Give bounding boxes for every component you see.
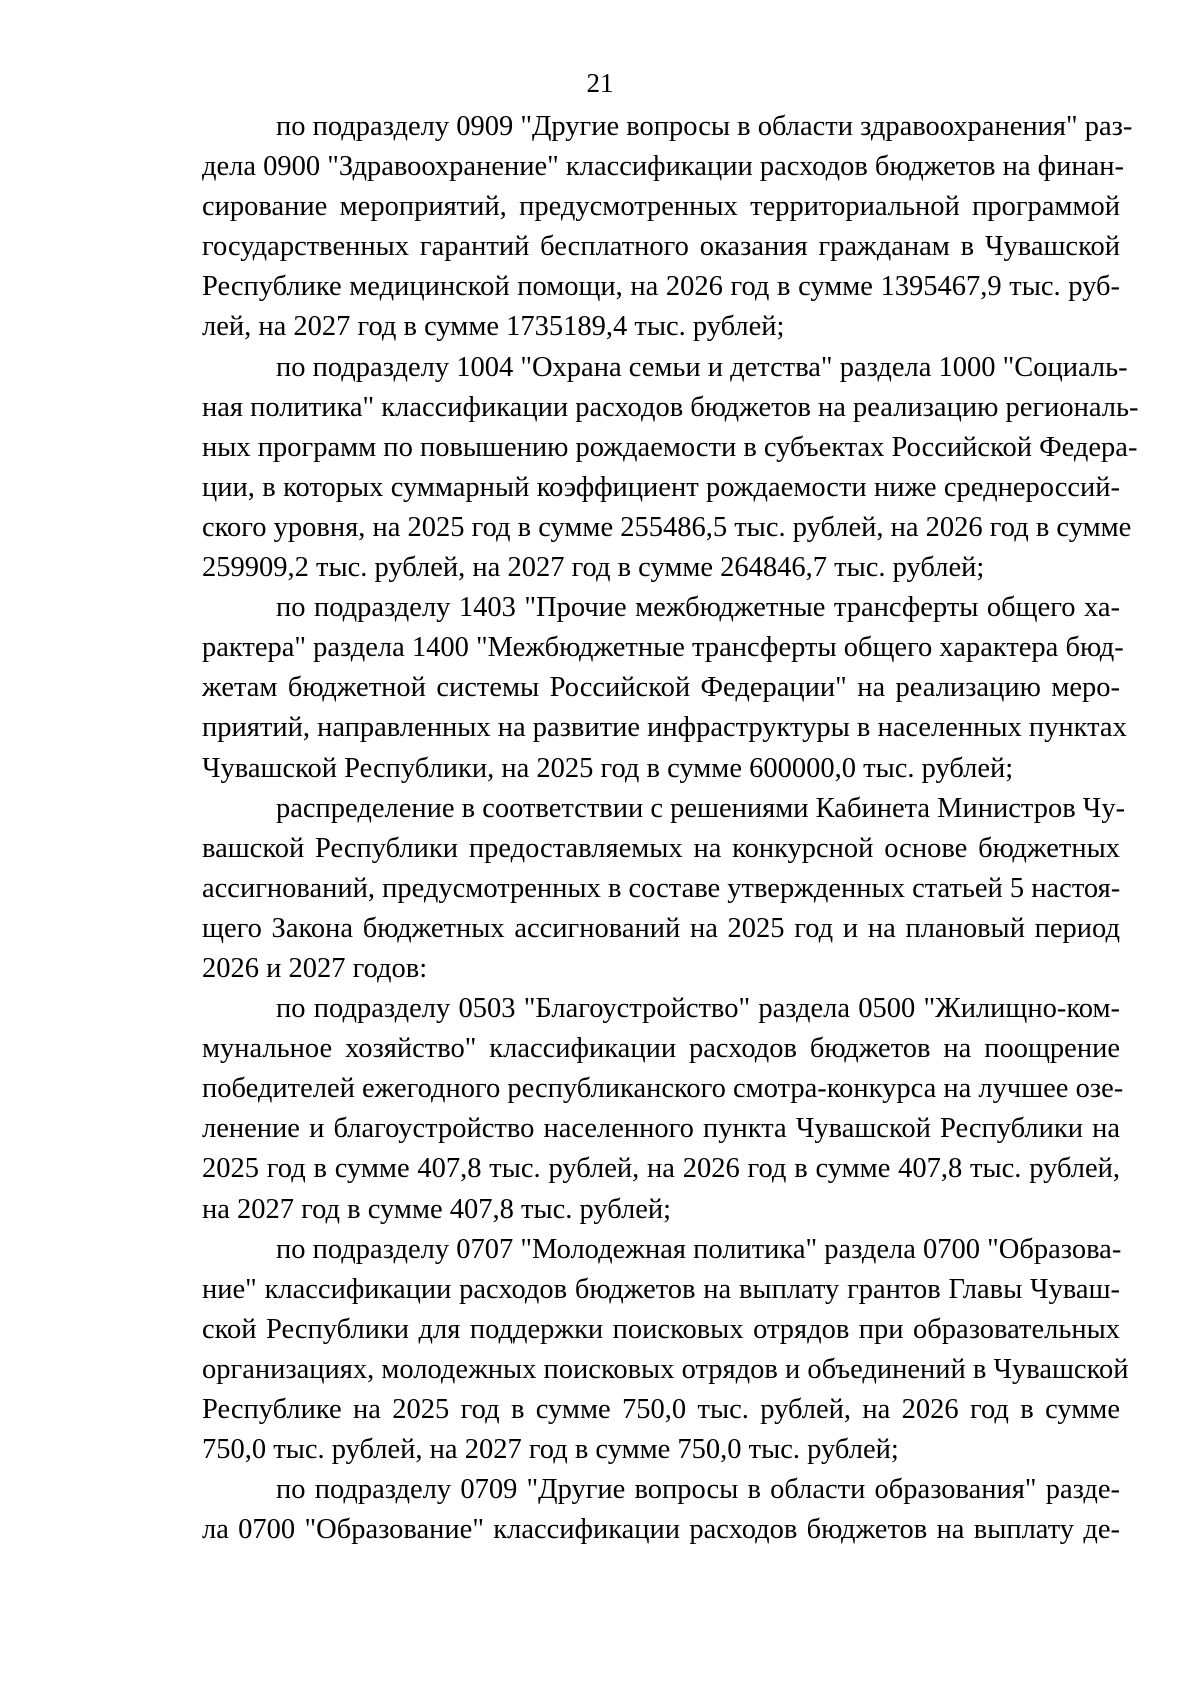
text-line: по подразделу 0707 "Молодежная политика" раздела 0700 "Образова- bbox=[276, 1233, 1122, 1265]
text-line: приятий, направленных на развитие инфраструктуры в населенных пунктах bbox=[202, 712, 1127, 744]
text-line: 2026 и 2027 годов: bbox=[202, 952, 428, 984]
paragraph bbox=[202, 348, 1139, 589]
text-line: по подразделу 1004 "Охрана семьи и детства" раздела 1000 "Социаль- bbox=[276, 351, 1128, 383]
text-line: ных программ по повышению рождаемости в субъектах Российской Федера- bbox=[202, 431, 1138, 463]
text-line: лей, на 2027 год в сумме 1735189,4 тыс. рублей; bbox=[202, 311, 785, 343]
text-line: 259909,2 тыс. рублей, на 2027 год в сумме 264846,7 тыс. рублей; bbox=[202, 552, 985, 584]
text-line: по подразделу 1403 "Прочие межбюджетные трансферты общего ха- bbox=[276, 592, 1120, 624]
paragraph bbox=[202, 107, 1133, 348]
paragraph bbox=[202, 1230, 1129, 1471]
paragraph bbox=[202, 588, 1127, 788]
text-line: 750,0 тыс. рублей, на 2027 год в сумме 750,0 тыс. рублей; bbox=[202, 1434, 899, 1466]
text-line: вашской Республики предоставляемых на конкурсной основе бюджетных bbox=[202, 832, 1120, 864]
paragraph bbox=[202, 1470, 1120, 1550]
text-line: распределение в соответствии с решениями Кабинета Министров Чу- bbox=[276, 792, 1126, 824]
text-line: Республике на 2025 год в сумме 750,0 тыс. рублей, на 2026 год в сумме bbox=[202, 1394, 1120, 1425]
text-line: на 2027 год в сумме 407,8 тыс. рублей; bbox=[202, 1193, 672, 1225]
paragraph bbox=[202, 789, 1126, 989]
text-line: ского уровня, на 2025 год в сумме 255486,5 тыс. рублей, на 2026 год в сумме bbox=[202, 511, 1132, 543]
text-line: по подразделу 0709 "Другие вопросы в области образования" разде- bbox=[276, 1474, 1120, 1506]
text-line: организациях, молодежных поисковых отрядов и объединений в Чувашской bbox=[202, 1353, 1129, 1385]
text-line: ленение и благоустройство населенного пункта Чувашской Республики на bbox=[202, 1113, 1120, 1145]
text-line: победителей ежегодного республиканского смотра-конкурса на лучшее озе- bbox=[202, 1073, 1124, 1105]
text-line: рактера" раздела 1400 "Межбюджетные трансферты общего характера бюд- bbox=[202, 632, 1124, 664]
text-line: ассигнований, предусмотренных в составе утвержденных статьей 5 настоя- bbox=[202, 872, 1121, 904]
text-line: государственных гарантий бесплатного оказания гражданам в Чувашской bbox=[202, 231, 1120, 263]
document-body bbox=[202, 107, 1139, 1550]
text-line: ции, в которых суммарный коэффициент рождаемости ниже среднероссий- bbox=[202, 471, 1120, 503]
text-line: 2025 год в сумме 407,8 тыс. рублей, на 2026 год в сумме 407,8 тыс. рублей, bbox=[202, 1153, 1120, 1185]
text-line: сирование мероприятий, предусмотренных территориальной программой bbox=[202, 191, 1120, 223]
text-line: Республике медицинской помощи, на 2026 год в сумме 1395467,9 тыс. руб- bbox=[202, 271, 1120, 303]
text-line: ской Республики для поддержки поисковых отрядов при образовательных bbox=[202, 1313, 1120, 1345]
text-line: ная политика" классификации расходов бюджетов на реализацию региональ- bbox=[202, 391, 1139, 423]
page-number: 21 bbox=[586, 68, 614, 98]
text-line: щего Закона бюджетных ассигнований на 2025 год и на плановый период bbox=[202, 912, 1120, 944]
paragraph bbox=[202, 989, 1124, 1230]
text-line: дела 0900 "Здравоохранение" классификации расходов бюджетов на финан- bbox=[202, 151, 1125, 183]
text-line: ла 0700 "Образование" классификации расходов бюджетов на выплату де- bbox=[202, 1514, 1120, 1546]
text-line: по подразделу 0503 "Благоустройство" раздела 0500 "Жилищно-ком- bbox=[276, 993, 1120, 1025]
text-line: ние" классификации расходов бюджетов на выплату грантов Главы Чуваш- bbox=[202, 1273, 1120, 1305]
text-line: Чувашской Республики, на 2025 год в сумме 600000,0 тыс. рублей; bbox=[202, 752, 1014, 784]
text-line: мунальное хозяйство" классификации расходов бюджетов на поощрение bbox=[202, 1033, 1120, 1065]
text-line: жетам бюджетной системы Российской Федерации" на реализацию меро- bbox=[202, 672, 1120, 704]
text-line: по подразделу 0909 "Другие вопросы в области здравоохранения" раз- bbox=[276, 111, 1133, 142]
